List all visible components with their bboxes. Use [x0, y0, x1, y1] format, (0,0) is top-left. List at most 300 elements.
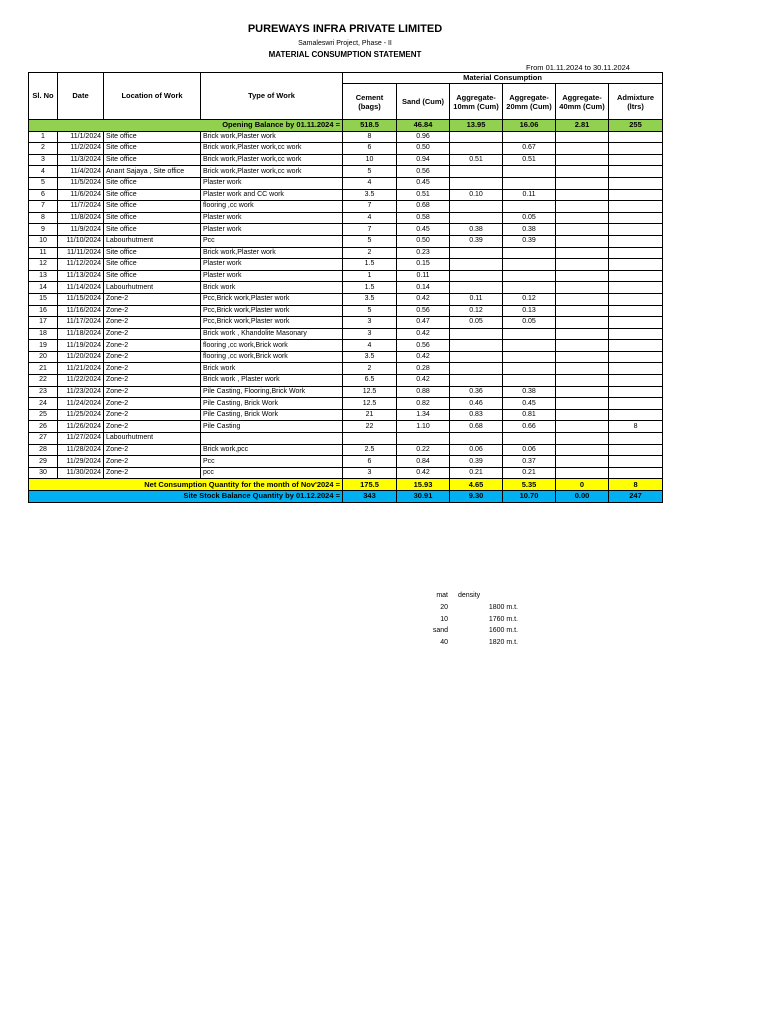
row-cement — [343, 433, 397, 445]
density-value: 1800 m.t. — [488, 604, 518, 612]
row-sand: 0.47 — [397, 317, 450, 329]
row-cement: 4 — [343, 177, 397, 189]
col-header-sand: Sand (Cum) — [397, 84, 450, 120]
row-agg20: 0.12 — [503, 293, 556, 305]
row-sl-no: 15 — [29, 293, 58, 305]
row-type-of-work: flooring ,cc work,Brick work — [201, 351, 343, 363]
row-location: Zone-2 — [104, 317, 201, 329]
row-cement: 8 — [343, 131, 397, 143]
table-row — [29, 212, 663, 224]
table-row — [29, 201, 663, 213]
row-agg10 — [450, 282, 503, 294]
table-row — [29, 259, 663, 271]
table-row — [29, 328, 663, 340]
row-type-of-work: Pcc,Brick work,Plaster work — [201, 293, 343, 305]
row-cement: 3.5 — [343, 189, 397, 201]
row-location: Zone-2 — [104, 467, 201, 479]
row-sl-no: 4 — [29, 166, 58, 178]
row-agg10: 0.21 — [450, 467, 503, 479]
row-admix — [609, 305, 663, 317]
row-type-of-work: Pile Casting, Brick Work — [201, 409, 343, 421]
density-table — [410, 590, 518, 648]
period-range: From 01.11.2024 to 30.11.2024 — [526, 63, 630, 72]
row-type-of-work: pcc — [201, 467, 343, 479]
row-agg40 — [556, 143, 609, 155]
table-row — [29, 270, 663, 282]
row-sl-no: 6 — [29, 189, 58, 201]
row-cement: 22 — [343, 421, 397, 433]
row-agg20: 0.05 — [503, 317, 556, 329]
row-admix — [609, 224, 663, 236]
density-mat: 20 — [440, 604, 448, 612]
row-cement: 3 — [343, 317, 397, 329]
row-location: Labourhutment — [104, 433, 201, 445]
table-row — [29, 154, 663, 166]
table-row — [29, 444, 663, 456]
row-agg10: 0.46 — [450, 398, 503, 410]
row-location: Zone-2 — [104, 409, 201, 421]
statement-title: MATERIAL CONSUMPTION STATEMENT — [268, 50, 422, 59]
row-date: 11/16/2024 — [58, 305, 104, 317]
row-agg20: 0.67 — [503, 143, 556, 155]
row-admix — [609, 351, 663, 363]
table-row — [29, 166, 663, 178]
col-header-date: Date — [58, 73, 104, 120]
row-agg20: 0.38 — [503, 224, 556, 236]
row-admix — [609, 293, 663, 305]
row-sl-no: 8 — [29, 212, 58, 224]
row-cement: 12.5 — [343, 386, 397, 398]
table-row — [29, 433, 663, 445]
row-agg10: 0.12 — [450, 305, 503, 317]
row-location: Site office — [104, 247, 201, 259]
row-date: 11/29/2024 — [58, 456, 104, 468]
row-agg20: 0.05 — [503, 212, 556, 224]
row-admix — [609, 154, 663, 166]
row-date: 11/11/2024 — [58, 247, 104, 259]
row-cement: 3.5 — [343, 351, 397, 363]
row-type-of-work: Pile Casting — [201, 421, 343, 433]
row-location: Zone-2 — [104, 375, 201, 387]
row-sl-no: 16 — [29, 305, 58, 317]
row-type-of-work: Brick work,pcc — [201, 444, 343, 456]
row-agg40 — [556, 189, 609, 201]
row-location: Site office — [104, 212, 201, 224]
row-agg40 — [556, 375, 609, 387]
row-location: Site office — [104, 143, 201, 155]
row-sand: 0.15 — [397, 259, 450, 271]
opening-cement: 518.5 — [343, 120, 397, 132]
row-sand: 0.82 — [397, 398, 450, 410]
row-location: Site office — [104, 224, 201, 236]
row-type-of-work: Plaster work — [201, 177, 343, 189]
row-type-of-work: Plaster work and CC work — [201, 189, 343, 201]
row-sl-no: 12 — [29, 259, 58, 271]
row-agg40 — [556, 421, 609, 433]
row-agg20 — [503, 375, 556, 387]
row-agg10 — [450, 270, 503, 282]
row-date: 11/27/2024 — [58, 433, 104, 445]
row-agg40 — [556, 293, 609, 305]
row-sl-no: 25 — [29, 409, 58, 421]
row-agg40 — [556, 305, 609, 317]
table-row — [29, 386, 663, 398]
row-location: Zone-2 — [104, 421, 201, 433]
row-agg10 — [450, 328, 503, 340]
row-type-of-work: Brick work , Plaster work — [201, 375, 343, 387]
row-admix — [609, 235, 663, 247]
row-location: Zone-2 — [104, 363, 201, 375]
row-type-of-work: Brick work — [201, 282, 343, 294]
row-sl-no: 21 — [29, 363, 58, 375]
table-row — [29, 351, 663, 363]
row-admix — [609, 282, 663, 294]
row-cement: 1 — [343, 270, 397, 282]
row-agg20: 0.39 — [503, 235, 556, 247]
net-cement: 175.5 — [343, 479, 397, 491]
row-agg40 — [556, 282, 609, 294]
table-row — [29, 409, 663, 421]
row-location: Zone-2 — [104, 386, 201, 398]
row-agg10 — [450, 363, 503, 375]
row-agg40 — [556, 433, 609, 445]
row-sand: 0.22 — [397, 444, 450, 456]
row-date: 11/7/2024 — [58, 201, 104, 213]
net-agg10: 4.65 — [450, 479, 503, 491]
row-sand: 1.34 — [397, 409, 450, 421]
row-sl-no: 1 — [29, 131, 58, 143]
row-date: 11/9/2024 — [58, 224, 104, 236]
row-date: 11/24/2024 — [58, 398, 104, 410]
row-type-of-work: Brick work,Plaster work,cc work — [201, 154, 343, 166]
row-admix — [609, 131, 663, 143]
row-agg10: 0.68 — [450, 421, 503, 433]
net-consumption-label: Net Consumption Quantity for the month of Nov'2024 = — [29, 479, 343, 491]
row-cement: 2 — [343, 247, 397, 259]
row-cement: 5 — [343, 305, 397, 317]
net-admix: 8 — [609, 479, 663, 491]
opening-balance-label: Opening Balance by 01.11.2024 = — [29, 120, 343, 132]
row-cement: 3.5 — [343, 293, 397, 305]
row-admix — [609, 201, 663, 213]
col-header-agg10: Aggregate-10mm (Cum) — [450, 84, 503, 120]
row-admix — [609, 247, 663, 259]
row-agg10 — [450, 433, 503, 445]
row-agg40 — [556, 270, 609, 282]
row-sl-no: 22 — [29, 375, 58, 387]
row-agg10: 0.38 — [450, 224, 503, 236]
row-agg40 — [556, 247, 609, 259]
row-type-of-work: Plaster work — [201, 212, 343, 224]
col-header-agg20: Aggregate-20mm (Cum) — [503, 84, 556, 120]
row-type-of-work: Brick work , Khandolite Masonary — [201, 328, 343, 340]
row-sand: 0.88 — [397, 386, 450, 398]
row-agg20: 0.66 — [503, 421, 556, 433]
table-row — [29, 467, 663, 479]
row-agg40 — [556, 235, 609, 247]
row-type-of-work: Pcc,Brick work,Plaster work — [201, 317, 343, 329]
table-row — [29, 247, 663, 259]
row-sl-no: 26 — [29, 421, 58, 433]
row-sand: 0.58 — [397, 212, 450, 224]
row-type-of-work: Pcc — [201, 456, 343, 468]
row-agg40 — [556, 166, 609, 178]
row-sand: 0.56 — [397, 166, 450, 178]
row-sl-no: 13 — [29, 270, 58, 282]
row-cement: 6 — [343, 143, 397, 155]
row-type-of-work: Brick work,Plaster work — [201, 131, 343, 143]
row-date: 11/20/2024 — [58, 351, 104, 363]
row-cement: 2.5 — [343, 444, 397, 456]
row-agg40 — [556, 340, 609, 352]
table-row — [29, 282, 663, 294]
row-sand: 0.84 — [397, 456, 450, 468]
consumption-table — [28, 72, 663, 503]
row-cement: 4 — [343, 212, 397, 224]
table-row — [29, 224, 663, 236]
row-type-of-work: Pile Casting, Brick Work — [201, 398, 343, 410]
row-type-of-work: Brick work,Plaster work — [201, 247, 343, 259]
row-agg40 — [556, 177, 609, 189]
row-sand: 0.50 — [397, 143, 450, 155]
row-agg40 — [556, 351, 609, 363]
row-agg40 — [556, 317, 609, 329]
row-type-of-work: Plaster work — [201, 224, 343, 236]
row-sand: 0.96 — [397, 131, 450, 143]
row-date: 11/8/2024 — [58, 212, 104, 224]
row-agg20: 0.38 — [503, 386, 556, 398]
row-agg20: 0.51 — [503, 154, 556, 166]
net-consumption-row — [29, 479, 663, 491]
table-row — [29, 235, 663, 247]
table-row — [29, 375, 663, 387]
row-sand: 0.42 — [397, 328, 450, 340]
row-location: Labourhutment — [104, 282, 201, 294]
row-sand: 0.42 — [397, 351, 450, 363]
row-location: Site office — [104, 189, 201, 201]
row-sand: 0.45 — [397, 224, 450, 236]
row-admix: 8 — [609, 421, 663, 433]
row-agg20 — [503, 177, 556, 189]
row-cement: 3 — [343, 467, 397, 479]
row-agg40 — [556, 201, 609, 213]
row-agg20 — [503, 201, 556, 213]
opening-admix: 255 — [609, 120, 663, 132]
row-type-of-work: Pcc — [201, 235, 343, 247]
net-agg40: 0 — [556, 479, 609, 491]
row-agg20: 0.37 — [503, 456, 556, 468]
row-agg10: 0.11 — [450, 293, 503, 305]
row-agg20 — [503, 166, 556, 178]
row-location: Labourhutment — [104, 235, 201, 247]
row-location: Site office — [104, 154, 201, 166]
table-row — [29, 177, 663, 189]
row-sand: 0.42 — [397, 467, 450, 479]
row-sand: 0.28 — [397, 363, 450, 375]
row-type-of-work: Brick work,Plaster work,cc work — [201, 143, 343, 155]
col-header-location: Location of Work — [104, 73, 201, 120]
row-cement: 10 — [343, 154, 397, 166]
row-cement: 12.5 — [343, 398, 397, 410]
row-sl-no: 28 — [29, 444, 58, 456]
table-row — [29, 131, 663, 143]
stock-agg40: 0.00 — [556, 491, 609, 503]
row-sl-no: 18 — [29, 328, 58, 340]
row-date: 11/30/2024 — [58, 467, 104, 479]
row-type-of-work — [201, 433, 343, 445]
row-date: 11/13/2024 — [58, 270, 104, 282]
row-location: Zone-2 — [104, 305, 201, 317]
opening-sand: 46.84 — [397, 120, 450, 132]
row-agg40 — [556, 386, 609, 398]
row-admix — [609, 143, 663, 155]
row-date: 11/21/2024 — [58, 363, 104, 375]
row-sl-no: 19 — [29, 340, 58, 352]
row-date: 11/10/2024 — [58, 235, 104, 247]
row-admix — [609, 444, 663, 456]
row-sl-no: 29 — [29, 456, 58, 468]
row-cement: 6 — [343, 456, 397, 468]
row-date: 11/12/2024 — [58, 259, 104, 271]
row-date: 11/26/2024 — [58, 421, 104, 433]
row-date: 11/3/2024 — [58, 154, 104, 166]
row-sl-no: 5 — [29, 177, 58, 189]
density-value: 1600 m.t. — [488, 627, 518, 635]
row-admix — [609, 398, 663, 410]
row-admix — [609, 375, 663, 387]
row-admix — [609, 433, 663, 445]
row-location: Zone-2 — [104, 340, 201, 352]
row-date: 11/18/2024 — [58, 328, 104, 340]
col-header-material-consumption: Material Consumption — [343, 73, 663, 84]
stock-balance-label: Site Stock Balance Quantity by 01.12.2024 = — [29, 491, 343, 503]
net-agg20: 5.35 — [503, 479, 556, 491]
row-location: Zone-2 — [104, 398, 201, 410]
row-sl-no: 24 — [29, 398, 58, 410]
row-cement: 2 — [343, 363, 397, 375]
row-agg20: 0.11 — [503, 189, 556, 201]
col-header-admixture: Admixture (ltrs) — [609, 84, 663, 120]
opening-agg10: 13.95 — [450, 120, 503, 132]
row-admix — [609, 456, 663, 468]
row-agg40 — [556, 259, 609, 271]
row-agg20 — [503, 363, 556, 375]
row-sl-no: 27 — [29, 433, 58, 445]
row-sand — [397, 433, 450, 445]
row-admix — [609, 340, 663, 352]
stock-sand: 30.91 — [397, 491, 450, 503]
row-agg40 — [556, 456, 609, 468]
density-value: 1820 m.t. — [488, 639, 518, 647]
row-cement: 1.5 — [343, 282, 397, 294]
row-agg10: 0.06 — [450, 444, 503, 456]
row-location: Zone-2 — [104, 351, 201, 363]
row-date: 11/17/2024 — [58, 317, 104, 329]
company-title: PUREWAYS INFRA PRIVATE LIMITED — [247, 23, 443, 35]
row-agg40 — [556, 154, 609, 166]
row-date: 11/19/2024 — [58, 340, 104, 352]
row-type-of-work: Plaster work — [201, 259, 343, 271]
row-agg20: 0.13 — [503, 305, 556, 317]
row-agg10: 0.39 — [450, 235, 503, 247]
row-type-of-work: Pcc,Brick work,Plaster work — [201, 305, 343, 317]
row-sand: 0.11 — [397, 270, 450, 282]
row-location: Zone-2 — [104, 328, 201, 340]
row-agg10 — [450, 212, 503, 224]
row-sl-no: 17 — [29, 317, 58, 329]
row-type-of-work: flooring ,cc work — [201, 201, 343, 213]
row-sand: 0.51 — [397, 189, 450, 201]
opening-agg40: 2.81 — [556, 120, 609, 132]
row-type-of-work: Brick work,Plaster work,cc work — [201, 166, 343, 178]
row-date: 11/15/2024 — [58, 293, 104, 305]
row-agg10: 0.51 — [450, 154, 503, 166]
row-agg40 — [556, 409, 609, 421]
row-agg10: 0.10 — [450, 189, 503, 201]
stock-agg10: 9.30 — [450, 491, 503, 503]
row-type-of-work: Brick work — [201, 363, 343, 375]
row-sl-no: 14 — [29, 282, 58, 294]
row-date: 11/4/2024 — [58, 166, 104, 178]
row-sand: 0.42 — [397, 293, 450, 305]
density-value: 1760 m.t. — [488, 615, 518, 623]
density-mat-header: mat — [436, 592, 448, 600]
row-sand: 0.56 — [397, 305, 450, 317]
row-cement: 7 — [343, 224, 397, 236]
row-admix — [609, 467, 663, 479]
density-mat: 10 — [440, 615, 448, 623]
row-agg20 — [503, 282, 556, 294]
row-agg20 — [503, 131, 556, 143]
row-cement: 5 — [343, 166, 397, 178]
row-agg10: 0.36 — [450, 386, 503, 398]
row-sl-no: 3 — [29, 154, 58, 166]
row-date: 11/1/2024 — [58, 131, 104, 143]
table-row — [29, 363, 663, 375]
row-date: 11/6/2024 — [58, 189, 104, 201]
table-row — [29, 293, 663, 305]
table-row — [29, 317, 663, 329]
table-row — [29, 189, 663, 201]
row-agg20: 0.21 — [503, 467, 556, 479]
row-location: Site office — [104, 270, 201, 282]
col-header-cement: Cement (bags) — [343, 84, 397, 120]
table-row — [29, 143, 663, 155]
row-date: 11/28/2024 — [58, 444, 104, 456]
row-cement: 7 — [343, 201, 397, 213]
row-admix — [609, 166, 663, 178]
row-cement: 5 — [343, 235, 397, 247]
row-agg10 — [450, 131, 503, 143]
row-agg10 — [450, 177, 503, 189]
row-admix — [609, 409, 663, 421]
row-agg20 — [503, 340, 556, 352]
row-admix — [609, 317, 663, 329]
row-sand: 0.94 — [397, 154, 450, 166]
table-row — [29, 421, 663, 433]
row-sand: 0.23 — [397, 247, 450, 259]
net-sand: 15.93 — [397, 479, 450, 491]
row-agg40 — [556, 212, 609, 224]
row-cement: 21 — [343, 409, 397, 421]
row-agg20 — [503, 351, 556, 363]
row-admix — [609, 328, 663, 340]
table-row — [29, 340, 663, 352]
row-agg40 — [556, 363, 609, 375]
row-agg10 — [450, 143, 503, 155]
row-location: Site office — [104, 259, 201, 271]
stock-admix: 247 — [609, 491, 663, 503]
